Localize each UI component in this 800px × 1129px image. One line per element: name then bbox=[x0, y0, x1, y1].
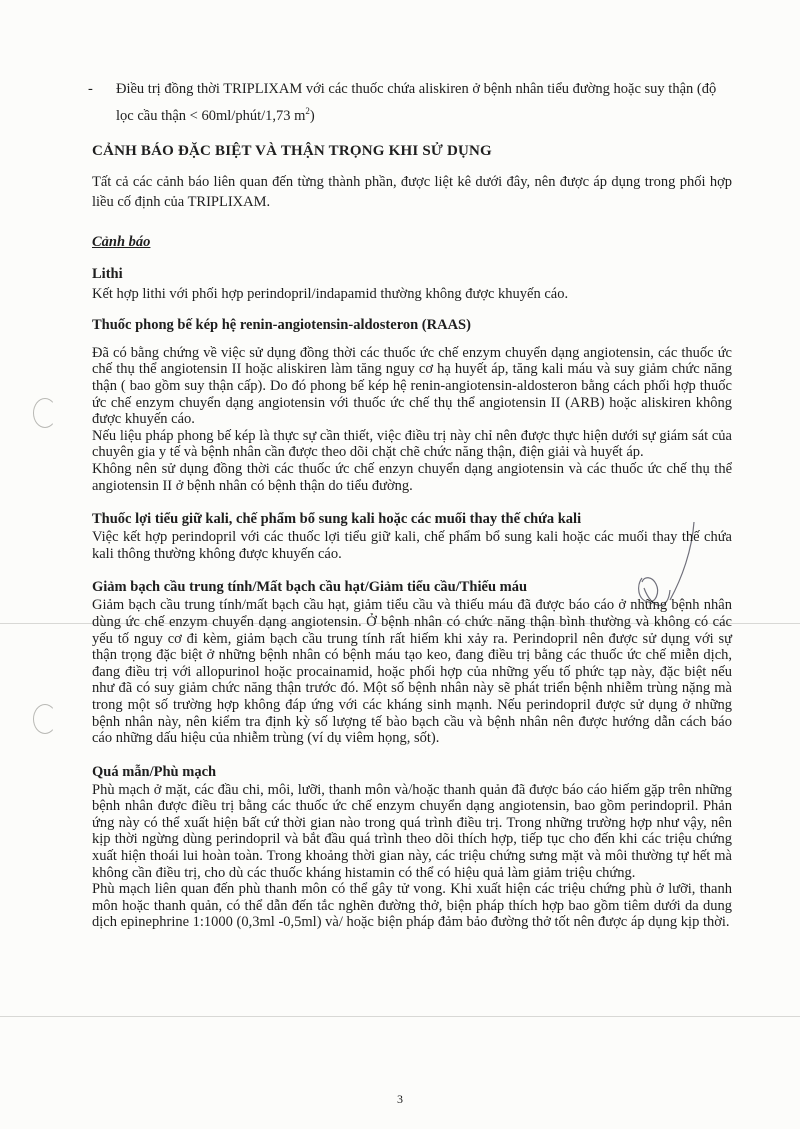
neutropenia-section bbox=[92, 578, 732, 746]
neutropenia-title: Giảm bạch cầu trung tính/Mất bạch cầu hạt/Giảm tiểu cầu/Thiếu máu bbox=[92, 579, 528, 596]
page-number: 3 bbox=[397, 1092, 403, 1106]
section-title: CẢNH BÁO ĐẶC BIỆT VÀ THẬN TRỌNG KHI SỬ DỤNG bbox=[92, 142, 492, 159]
punch-hole bbox=[33, 704, 57, 734]
lithi-section bbox=[92, 265, 732, 304]
potassium-section bbox=[92, 510, 732, 562]
hypersensitivity-paragraph-2: Phù mạch liên quan đến phù thanh môn có thể gây tử vong. Khi xuất hiện các triệu chứng phù ở lưỡi, thanh môn hoặc thanh quản, có thể dẫn đến tắc nghẽn đường thở, biện pháp thích hợp bao gồm tiêm dưới da dung dịch epinephrine 1:1000 (0,3ml -0,5ml) và/ hoặc biện pháp đảm bảo đường thở tốt nên được áp dụng kịp thời. bbox=[92, 881, 732, 931]
bullet-text-end: ) bbox=[309, 107, 315, 124]
contraindication-bullet bbox=[88, 78, 732, 127]
potassium-title: Thuốc lợi tiểu giữ kali, chế phẩm bổ sung kali hoặc các muối thay thế chứa kali bbox=[92, 511, 582, 528]
scan-line bbox=[0, 1016, 800, 1017]
bullet-text: Điều trị đồng thời TRIPLIXAM với các thuốc chứa aliskiren ở bệnh nhân tiểu đường hoặc suy thận (độ lọc cầu thận < 60ml/phút/1,73 m bbox=[116, 81, 717, 124]
document-body bbox=[88, 78, 732, 943]
lithi-body: Kết hợp lithi với phối hợp perindopril/indapamid thường không được khuyến cáo. bbox=[92, 285, 569, 302]
potassium-body: Việc kết hợp perindopril với các thuốc lợi tiểu giữ kali, chế phẩm bổ sung kali hoặc các muối thay thế chứa kali thông thường không được khuyến cáo. bbox=[92, 529, 732, 562]
neutropenia-body: Giảm bạch cầu trung tính/mất bạch cầu hạt, giảm tiểu cầu và thiếu máu đã được báo cáo ở những bệnh nhân dùng ức chế enzym chuyển dạng angiotensin. Ở bệnh nhân có chức năng thận bình thường và không có các yếu tố nguy cơ đi kèm, giảm bạch cầu trung tính rất hiếm khi xảy ra. Perindopril nên được sử dụng với sự thận trọng đặc biệt ở những bệnh nhân có bệnh máu tạo keo, đang điều trị bằng các thuốc ức chế miễn dịch, đang điều trị với allopurinol hoặc procainamid, hoặc phối hợp của những yếu tố phức tạp này, đặc biệt nếu như đã có suy giảm chức năng thận trước đó. Một số bệnh nhân này sẽ phát triển bệnh nhiễm trùng nặng mà trong một số trường hợp không đáp ứng với các kháng sinh mạnh. Nếu perindopril được sử dụng ở những bệnh nhân này, nên kiểm tra định kỳ số lượng tế bào bạch cầu và bệnh nhân nên được hướng dẫn cách báo cáo những dấu hiệu của nhiễm trùng (ví dụ viêm họng, sốt). bbox=[92, 597, 732, 747]
raas-paragraph-2: Nếu liệu pháp phong bế kép là thực sự cần thiết, việc điều trị này chỉ nên được thực hiện dưới sự giám sát của chuyên gia y tế và bệnh nhân cần được theo dõi chặt chẽ chức năng thận, điện giải và huyết áp. bbox=[92, 427, 732, 461]
intro-paragraph: Tất cả các cảnh báo liên quan đến từng thành phần, được liệt kê dưới đây, nên được áp dụng trong phối hợp liều cố định của TRIPLIXAM. bbox=[92, 173, 732, 210]
punch-hole bbox=[33, 398, 57, 428]
raas-section bbox=[92, 316, 732, 494]
raas-title: Thuốc phong bế kép hệ renin-angiotensin-aldosteron (RAAS) bbox=[92, 316, 471, 333]
raas-paragraph-3: Không nên sử dụng đồng thời các thuốc ức chế enzyn chuyển dạng angiotensin và các thuốc ức chế thụ thể angiotensin II ở bệnh nhân có bệnh thận do tiểu đường. bbox=[92, 460, 732, 494]
hypersensitivity-section bbox=[92, 763, 732, 931]
lithi-title: Lithi bbox=[92, 265, 123, 282]
hypersensitivity-title: Quá mẫn/Phù mạch bbox=[92, 763, 217, 780]
hypersensitivity-paragraph-1: Phù mạch ở mặt, các đầu chi, môi, lưỡi, thanh môn và/hoặc thanh quản đã được báo cáo hiếm gặp trên những bệnh nhân được điều trị bằng các thuốc ức chế enzym chuyển dạng angiotensin, bao gồm perindopril. Phản ứng này có thể xuất hiện bất cứ thời gian nào trong quá trình điều trị. Trong những trường hợp như vậy, nên kịp thời ngừng dùng perindopril và bắt đầu quá trình theo dõi thích hợp, tiếp tục cho đến khi các triệu chứng xuất hiện thoái lui hoàn toàn. Trong khoảng thời gian này, các triệu chứng sưng mặt và môi thường tự hết mà không cần điều trị, cho dù các thuốc kháng histamin có thể có hiệu quả làm giảm triệu chứng. bbox=[92, 781, 732, 881]
bullet-superscript: 2 bbox=[305, 106, 310, 116]
bullet-marker: - bbox=[88, 81, 93, 97]
warnings-subheading: Cảnh báo bbox=[92, 233, 151, 250]
raas-paragraph-1: Đã có bằng chứng về việc sử dụng đồng thời các thuốc ức chế enzym chuyển dạng angiotensin, các thuốc ức chế thụ thể angiotensin II hoặc aliskiren làm tăng nguy cơ hạ huyết áp, tăng kali máu và suy giảm chức năng thận ( bao gồm suy thận cấp). Do đó phong bế kép hệ renin-angiotensin-aldosteron bằng cách phối hợp thuốc ức chế enzym chuyển dạng angiotensin với thuốc ức chế thụ thể angiotensin II (ARB) hoặc aliskiren không được khuyến cáo. bbox=[92, 344, 732, 428]
